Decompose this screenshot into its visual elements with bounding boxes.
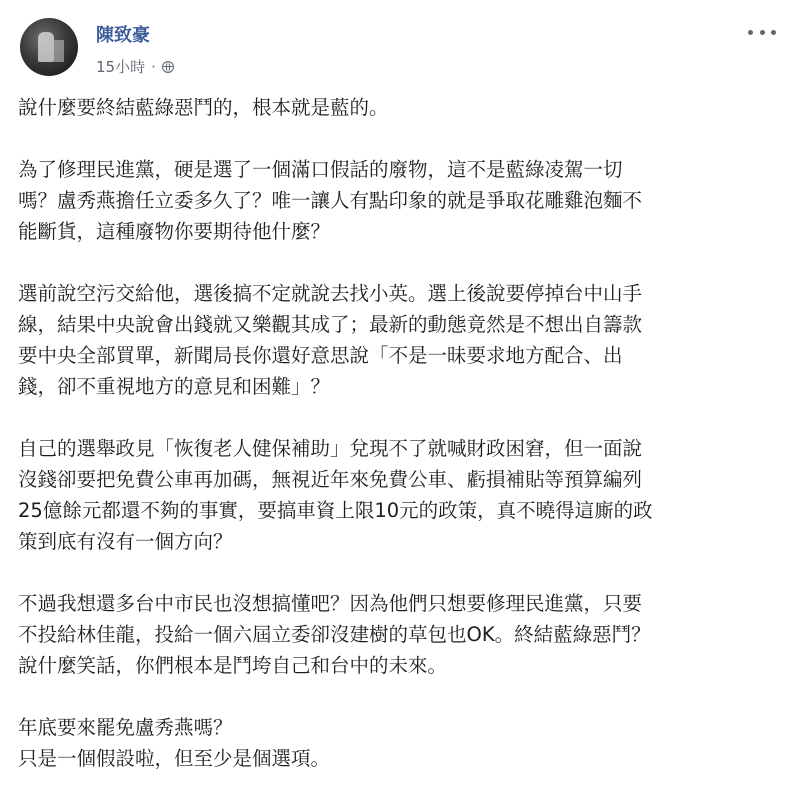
post-text-line: 線，結果中央說會出錢就又樂觀其成了；最新的動態竟然是不想出自籌款 [18,313,643,336]
author-avatar[interactable] [20,18,78,76]
post-paragraph [18,278,788,402]
post-text-line: 只是一個假設啦，但至少是個選項。 [18,747,331,770]
more-dot [760,30,765,35]
post-header [16,12,784,82]
post-text-line: 不投給林佳龍，投給一個六屆立委卻沒建樹的草包也OK。終結藍綠惡鬥？ [18,623,651,646]
post-text-line: 錢，卻不重視地方的意見和困難」？ [18,375,331,398]
post-text-line: 為了修理民進黨，硬是選了一個滿口假話的廢物，這不是藍綠凌駕一切 [18,158,623,181]
post-text-line: 25億餘元都還不夠的事實，要搞車資上限10元的政策，真不曉得這廝的政 [18,499,653,522]
post-paragraph [18,588,788,681]
post-meta [96,56,174,77]
post-paragraph [18,433,788,557]
post-text-line: 選前說空污交給他，選後搞不定就說去找小英。選上後說要停掉台中山手 [18,282,643,305]
globe-icon[interactable] [162,61,174,73]
post-text-line: 沒錢卻要把免費公車再加碼，無視近年來免費公車、虧損補貼等預算編列 [18,468,643,491]
more-dot [771,30,776,35]
post-text-line: 能斷貨，這種廢物你要期待他什麼？ [18,220,331,243]
more-options-icon[interactable] [748,24,776,40]
post-text-line: 說什麼要終結藍綠惡鬥的，根本就是藍的。 [18,96,389,119]
author-name[interactable]: 陳致豪 [96,25,150,46]
post-text-line: 不過我想還多台中市民也沒想搞懂吧？因為他們只想要修理民進黨，只要 [18,592,643,615]
post-text-line: 年底要來罷免盧秀燕嗎？ [18,716,233,739]
post-text-line: 要中央全部買單，新聞局長你還好意思說「不是一昧要求地方配合、出 [18,344,623,367]
post-text-line: 策到底有沒有一個方向？ [18,530,233,553]
post-text-line: 說什麼笑話，你們根本是鬥垮自己和台中的未來。 [18,654,448,677]
post-body [18,92,788,774]
more-dot [748,30,753,35]
post-timestamp[interactable]: 15小時 [96,58,146,76]
post-paragraph [18,712,788,774]
avatar-figure [38,32,54,62]
post-paragraph [18,92,788,123]
post-text-line: 嗎？盧秀燕擔任立委多久了？唯一讓人有點印象的就是爭取花雕雞泡麵不 [18,189,643,212]
post-text-line: 自己的選舉政見「恢復老人健保補助」兌現不了就喊財政困窘，但一面說 [18,437,643,460]
meta-separator: · [151,57,156,76]
avatar-figure-secondary [54,40,64,62]
post-paragraph [18,154,788,247]
